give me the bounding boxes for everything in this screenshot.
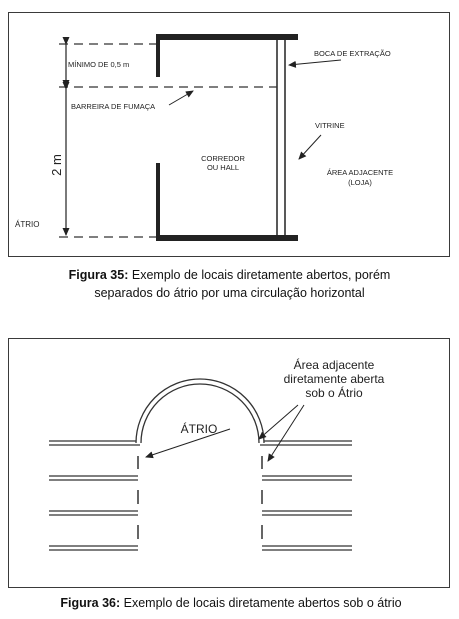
- caption-35-line2: separados do átrio por uma circulação horizontal: [94, 286, 365, 300]
- label-corredor: CORREDOR: [201, 154, 245, 163]
- label-barreira: BARREIRA DE FUMAÇA: [71, 102, 156, 111]
- arrow-vitrine: [299, 135, 321, 159]
- label-boca: BOCA DE EXTRAÇÃO: [314, 49, 391, 58]
- arrow-area-left: [259, 405, 298, 439]
- label-atrio: ÁTRIO: [15, 220, 40, 229]
- arrow-boca: [289, 60, 341, 65]
- label-area-2: diretamente aberta: [283, 372, 385, 386]
- arrow-area-right: [268, 405, 304, 461]
- figure-36-caption: [6, 594, 456, 612]
- edge-posts: [138, 456, 262, 539]
- bottom-wall: [156, 235, 298, 241]
- caption-36-number: Figura 36:: [60, 596, 121, 610]
- caption-35-line1: Exemplo de locais diretamente abertos, porém: [128, 268, 391, 282]
- figure-35-frame: [8, 12, 450, 257]
- figure-35-diagram: [9, 13, 451, 258]
- label-area-3: sob o Átrio: [305, 386, 363, 400]
- figure-36-diagram: [9, 339, 451, 589]
- label-minimo: MÍNIMO DE 0,5 m: [68, 60, 130, 69]
- left-wall-lower: [156, 163, 160, 239]
- caption-36-text: Exemplo de locais diretamente abertos sob o átrio: [120, 596, 402, 610]
- label-vitrine: VITRINE: [315, 121, 345, 130]
- floor-2: [49, 476, 352, 480]
- label-area-1: Área adjacente: [293, 358, 375, 372]
- arrow-barreira: [169, 91, 193, 105]
- top-wall: [156, 34, 298, 40]
- label-area-adjacente: ÁREA ADJACENTE: [326, 168, 394, 177]
- label-hall: OU HALL: [206, 163, 240, 172]
- floor-3: [49, 511, 352, 515]
- floor-1: [49, 441, 352, 445]
- figure-35-caption: [0, 266, 459, 302]
- label-atrio: ÁTRIO: [180, 422, 218, 436]
- label-loja: (LOJA): [348, 178, 372, 187]
- label-2m: 2 m: [49, 154, 64, 176]
- left-wall-upper: [156, 34, 160, 77]
- figure-36-frame: [8, 338, 450, 588]
- floor-4: [49, 546, 352, 550]
- caption-35-number: Figura 35:: [68, 268, 129, 282]
